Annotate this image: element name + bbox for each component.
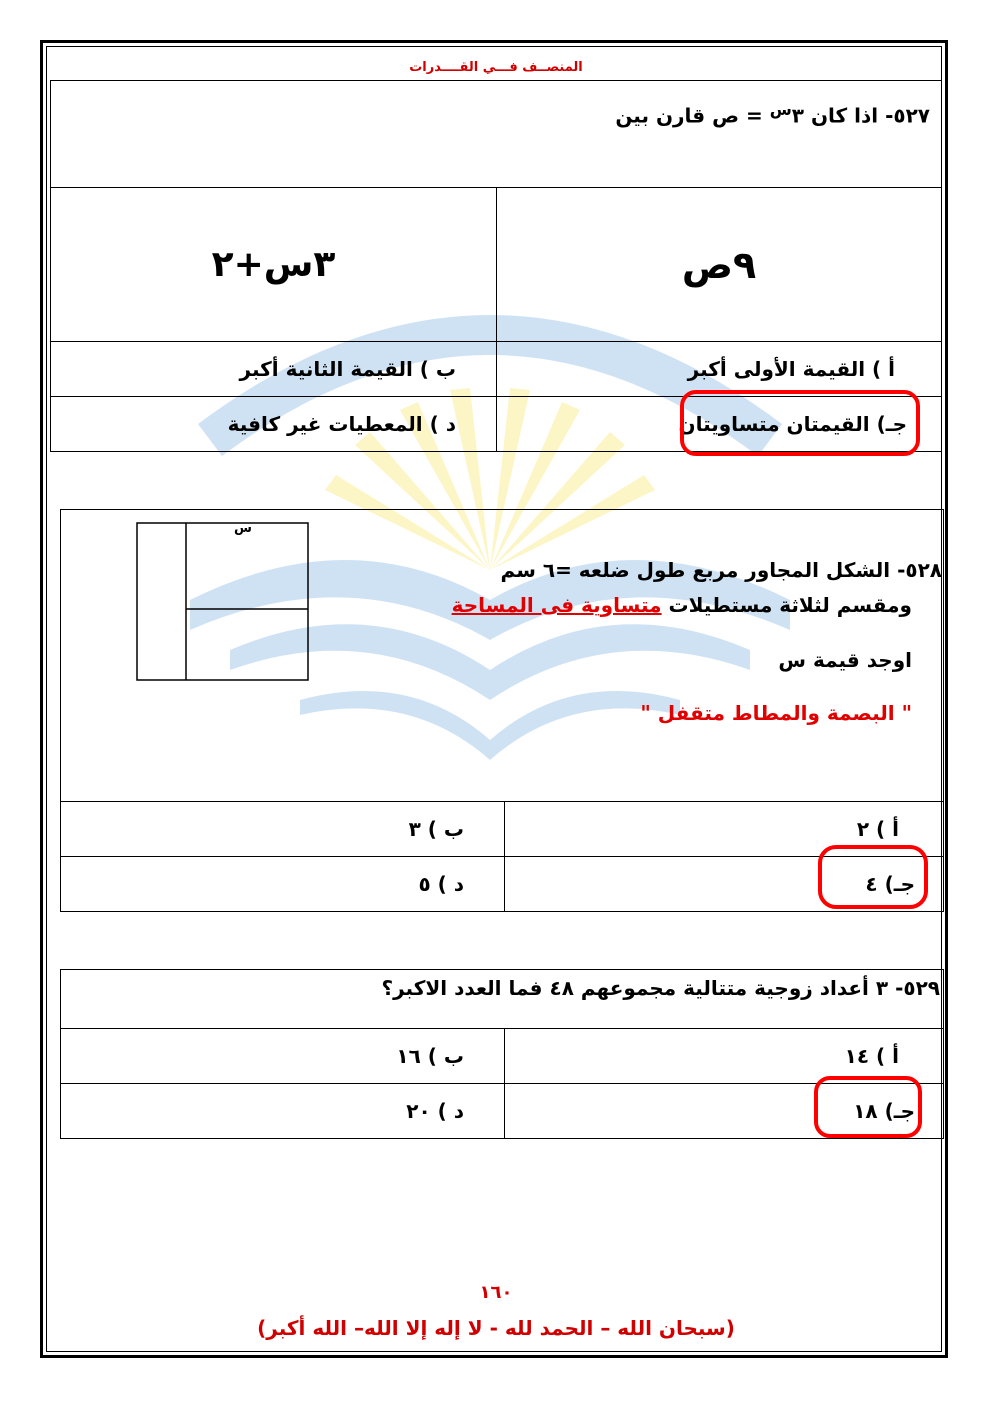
- q528-line1: ٥٢٨- الشكل المجاور مربع طول ضلعه =٦ سم: [500, 558, 942, 582]
- q528-line3: اوجد قيمة س: [778, 648, 912, 672]
- page-number: ١٦٠: [479, 1282, 513, 1303]
- q527-option-d[interactable]: [50, 396, 497, 452]
- q529-option-c-label: جـ) ١٨: [853, 1099, 915, 1123]
- q527-value1: ٩ص: [681, 242, 757, 287]
- q528-option-d[interactable]: [60, 856, 505, 912]
- q528-option-d-label: د ) ٥: [418, 872, 464, 896]
- q529-option-b-label: ب ) ١٦: [396, 1044, 464, 1068]
- q527-value2: ٣س+٢: [211, 244, 336, 285]
- q528-line2-red: متساوية فى المساحة: [451, 593, 662, 617]
- q528-answer-mark: [818, 845, 928, 909]
- q527-answer-mark: [680, 390, 920, 456]
- q527-option-a[interactable]: [496, 341, 942, 397]
- q529-option-b[interactable]: [60, 1028, 505, 1084]
- q527-stem-box: [50, 80, 942, 188]
- q529-stem: ٥٢٩- ٣ أعداد زوجية متتالية مجموعهم ٤٨ فما العدد الاكبر؟: [381, 976, 940, 1000]
- q528-option-b[interactable]: [60, 801, 505, 857]
- q528-option-a-label: أ ) ٢: [856, 817, 899, 841]
- q527-value1-cell: [496, 187, 942, 342]
- q527-option-a-label: أ ) القيمة الأولى أكبر: [687, 357, 895, 381]
- q528-figure: [136, 522, 310, 682]
- q527-value2-cell: [50, 187, 497, 342]
- q528-hint: " البصمة والمطاط متقفل ": [640, 701, 912, 725]
- q529-answer-mark: [814, 1076, 922, 1138]
- q529-option-d[interactable]: [60, 1083, 505, 1139]
- header-title: المنصــف فـــي القــــدرات: [409, 60, 583, 75]
- q528-line2-start: ومقسم لثلاثة مستطيلات: [661, 593, 912, 617]
- q528-option-c-label: جـ) ٤: [865, 872, 915, 896]
- q527-stem: [615, 100, 930, 128]
- q527-stem-end: = ص قارن بين: [615, 103, 763, 128]
- q528-option-b-label: ب ) ٣: [408, 817, 464, 841]
- q529-option-d-label: د ) ٢٠: [406, 1099, 464, 1123]
- q528-figure-label: س: [234, 521, 252, 536]
- q527-option-d-label: د ) المعطيات غير كافية: [227, 412, 456, 436]
- q527-option-c-label: جـ) القيمتان متساويتان: [678, 412, 907, 436]
- q528-line2: [452, 593, 912, 617]
- q527-exponent: س: [769, 100, 792, 119]
- q527-option-b-label: ب ) القيمة الثانية أكبر: [239, 357, 456, 381]
- q527-option-b[interactable]: [50, 341, 497, 397]
- footer-dhikr: (سبحان الله – الحمد لله - لا إله إلا الله– الله أكبر): [257, 1316, 735, 1340]
- q529-option-a-label: أ ) ١٤: [844, 1044, 899, 1068]
- q527-stem-start: ٥٢٧- اذا كان ٣: [791, 103, 930, 128]
